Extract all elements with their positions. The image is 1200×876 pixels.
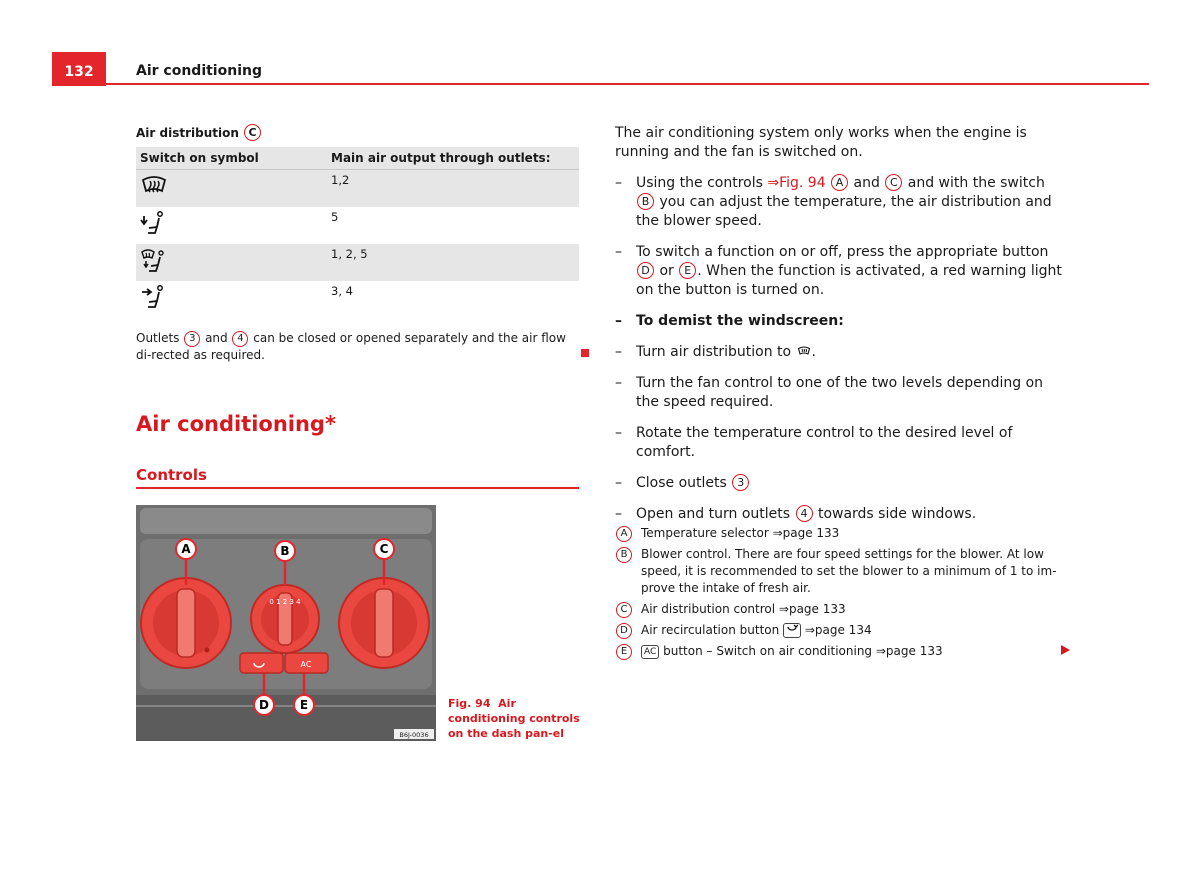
marker-a: A (831, 174, 848, 191)
item-text: and (849, 175, 885, 191)
marker-c: C (244, 124, 261, 141)
list-item: – Turn air distribution to . (615, 344, 816, 360)
footwell-air-icon (140, 210, 168, 236)
figure-code: B6J-0036 (399, 731, 429, 739)
legend-text: button – Switch on air conditioning ⇒page 133 (659, 644, 943, 658)
figure-label-a: A (181, 542, 191, 556)
figure-reference-link[interactable]: ⇒Fig. 94 (767, 175, 826, 191)
symbol-cell (136, 170, 327, 208)
list-item: – Open and turn outlets 4 towards side windows. (615, 506, 977, 522)
column-header-symbol: Switch on symbol (136, 147, 327, 170)
legend-item (615, 622, 1065, 639)
item-text: Turn air distribution to (636, 344, 796, 360)
item-text: To switch a function on or off, press the appropriate button (636, 244, 1049, 260)
temperature-knob (141, 578, 231, 668)
subheading-rule (136, 487, 579, 489)
item-text: or (655, 263, 679, 279)
table-header-row (136, 147, 579, 170)
list-item: – Using the controls ⇒Fig. 94 A and C and with the switch B you can adjust the temperature, the air distribution and the blower speed. (615, 175, 1052, 229)
marker-c: C (885, 174, 902, 191)
symbol-cell (136, 244, 327, 281)
continue-arrow-icon (1061, 645, 1070, 655)
section-title: Air conditioning (136, 63, 262, 79)
note-text: and (201, 331, 232, 345)
legend-text: Air distribution control ⇒page 133 (641, 602, 846, 616)
outlets-cell: 1,2 (327, 170, 579, 208)
symbol-cell (136, 281, 327, 318)
marker-4: 4 (232, 331, 248, 347)
item-text: Turn the fan control to one of the two levels depending on the speed required. (636, 375, 1044, 410)
item-text: Using the controls (636, 175, 768, 191)
marker-4: 4 (796, 505, 813, 522)
legend-item (615, 546, 1065, 597)
table-row (136, 170, 579, 208)
list-item: – Rotate the temperature control to the desired level of comfort. (615, 425, 1013, 460)
item-text: Close outlets (636, 475, 732, 491)
legend-key-b: B (616, 547, 632, 563)
list-item: – Close outlets 3 (615, 474, 1065, 493)
item-text: Rotate the temperature control to the desired level of comfort. (636, 425, 1013, 460)
sub-heading: Controls (136, 466, 207, 484)
symbol-cell (136, 207, 327, 244)
right-column (615, 124, 1065, 536)
recirculation-button (240, 653, 283, 673)
list-item: – Turn the fan control to one of the two levels depending on the speed required. (615, 375, 1044, 410)
column-header-outlets: Main air output through outlets: (327, 147, 579, 170)
ac-key-box: AC (641, 645, 659, 659)
intro-paragraph: The air conditioning system only works when the engine is running and the fan is switched on. (615, 125, 1027, 160)
recirculation-icon (783, 623, 801, 638)
air-distribution-title-text: Air distribution (136, 126, 239, 140)
face-vent-air-icon (140, 284, 168, 310)
legend-text: ⇒page 134 (801, 623, 872, 637)
marker-e: E (679, 262, 696, 279)
marker-3: 3 (184, 331, 200, 347)
outlets-cell: 3, 4 (331, 284, 353, 298)
figure-label-b: B (280, 544, 290, 558)
figure-caption-text: Air conditioning controls on the dash pan-el (448, 697, 580, 740)
air-distribution-knob (339, 578, 429, 668)
item-text: . (811, 344, 816, 360)
legend-item (615, 643, 1065, 660)
table-row (136, 244, 579, 281)
figure-caption (448, 696, 582, 741)
legend-text: Blower control. There are four speed settings for the blower. At low speed, it is recommended to set the blower to a minimum of 1 to im-prove the intake of fresh air. (641, 547, 1057, 595)
table-row (136, 207, 579, 244)
legend-item (615, 601, 1065, 618)
windscreen-defrost-icon (796, 345, 812, 357)
marker-b: B (637, 193, 654, 210)
legend-key-d: D (616, 623, 632, 639)
air-distribution-table (136, 147, 579, 318)
page-number: 132 (52, 52, 106, 86)
outlets-cell: 5 (331, 210, 339, 224)
demist-title: – To demist the windscreen: (615, 313, 844, 329)
item-text: Open and turn outlets (636, 506, 795, 522)
main-heading: Air conditioning* (136, 412, 336, 436)
table-row (136, 281, 579, 318)
item-text: and with the switch (903, 175, 1045, 191)
ac-controls-figure (136, 505, 436, 741)
windscreen-defrost-icon (140, 173, 168, 197)
legend-item (615, 525, 1065, 542)
note-text: can be closed or opened separately and the air flow di-rected as required. (136, 331, 566, 362)
figure-label-d: D (259, 698, 269, 712)
blower-knob (251, 585, 319, 653)
item-text: . When the function is activated, a red warning light on the button is turned on. (636, 263, 1062, 298)
item-text: you can adjust the temperature, the air distribution and the blower speed. (636, 194, 1052, 229)
header-rule (52, 83, 1149, 85)
figure-caption-label: Fig. 94 (448, 697, 491, 710)
legend-key-c: C (616, 602, 632, 618)
ac-button-label: AC (300, 660, 312, 669)
air-distribution-title (136, 124, 262, 141)
section-end-marker (581, 349, 589, 357)
figure-legend (615, 525, 1065, 664)
list-item: – To switch a function on or off, press the appropriate button D or E . When the function is activated, a red warning light on the button is turned on. (615, 244, 1062, 298)
figure-label-e: E (299, 698, 309, 712)
marker-d: D (637, 262, 654, 279)
item-text: towards side windows. (813, 506, 977, 522)
outlets-cell: 1, 2, 5 (327, 244, 579, 281)
legend-key-a: A (616, 526, 632, 542)
legend-text: Air recirculation button (641, 623, 784, 637)
legend-text: Temperature selector ⇒page 133 (641, 526, 840, 540)
defrost-and-footwell-icon (140, 247, 168, 273)
demist-title-text: To demist the windscreen: (636, 313, 844, 329)
legend-key-e: E (616, 644, 632, 660)
outlets-note (136, 330, 576, 364)
marker-3: 3 (732, 474, 749, 491)
blower-scale-text: 0 1 2 3 4 (269, 598, 301, 606)
figure-label-c: C (379, 542, 389, 556)
ac-button (285, 653, 328, 673)
note-text: Outlets (136, 331, 184, 345)
